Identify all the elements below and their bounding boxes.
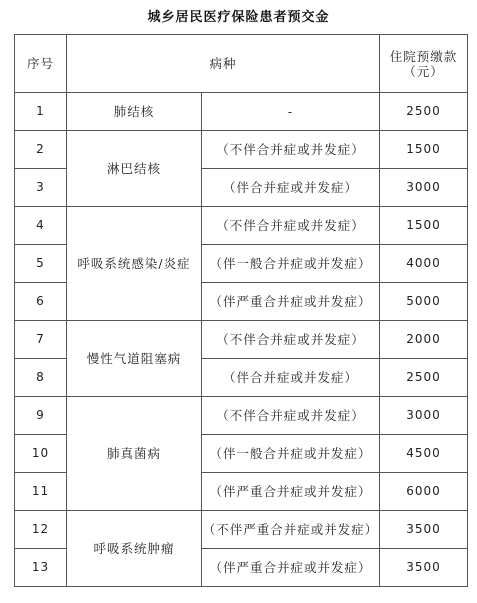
condition-cell: （不伴合并症或并发症） (202, 207, 380, 245)
row-index: 2 (15, 131, 67, 169)
table-header-row (15, 35, 468, 93)
condition-cell: （伴合并症或并发症） (202, 359, 380, 397)
deposit-amount: 3500 (380, 549, 468, 587)
deposit-amount: 3000 (380, 397, 468, 435)
table-row (15, 131, 468, 169)
table-row (15, 397, 468, 435)
deposit-table (14, 34, 468, 587)
row-index: 12 (15, 511, 67, 549)
table-row (15, 321, 468, 359)
deposit-amount: 2500 (380, 93, 468, 131)
deposit-amount: 2000 (380, 321, 468, 359)
row-index: 10 (15, 435, 67, 473)
header-deposit-line1: 住院预缴款 (389, 48, 458, 64)
table-body (15, 93, 468, 587)
header-index: 序号 (15, 35, 67, 93)
condition-cell: （伴严重合并症或并发症） (202, 549, 380, 587)
condition-cell: （不伴合并症或并发症） (202, 321, 380, 359)
row-index: 5 (15, 245, 67, 283)
disease-name: 淋巴结核 (67, 131, 202, 207)
row-index: 1 (15, 93, 67, 131)
deposit-amount: 3000 (380, 169, 468, 207)
deposit-amount: 4000 (380, 245, 468, 283)
disease-name: 肺结核 (67, 93, 202, 131)
deposit-amount: 4500 (380, 435, 468, 473)
table-row (15, 511, 468, 549)
header-disease: 病种 (67, 35, 380, 93)
condition-cell: - (202, 93, 380, 131)
table-row (15, 207, 468, 245)
condition-cell: （伴严重合并症或并发症） (202, 473, 380, 511)
row-index: 4 (15, 207, 67, 245)
row-index: 8 (15, 359, 67, 397)
row-index: 11 (15, 473, 67, 511)
condition-cell: （伴合并症或并发症） (202, 169, 380, 207)
condition-cell: （伴严重合并症或并发症） (202, 283, 380, 321)
row-index: 6 (15, 283, 67, 321)
condition-cell: （不伴合并症或并发症） (202, 131, 380, 169)
deposit-amount: 6000 (380, 473, 468, 511)
deposit-amount: 1500 (380, 207, 468, 245)
row-index: 3 (15, 169, 67, 207)
disease-name: 呼吸系统感染/炎症 (67, 207, 202, 321)
row-index: 9 (15, 397, 67, 435)
condition-cell: （伴一般合并症或并发症） (202, 245, 380, 283)
disease-name: 呼吸系统肿瘤 (67, 511, 202, 587)
deposit-amount: 1500 (380, 131, 468, 169)
disease-name: 肺真菌病 (67, 397, 202, 511)
condition-cell: （不伴严重合并症或并发症） (202, 511, 380, 549)
deposit-amount: 3500 (380, 511, 468, 549)
deposit-amount: 5000 (380, 283, 468, 321)
row-index: 7 (15, 321, 67, 359)
document-title: 城乡居民医疗保险患者预交金 (147, 10, 330, 25)
header-deposit (380, 35, 468, 93)
disease-name: 慢性气道阻塞病 (67, 321, 202, 397)
row-index: 13 (15, 549, 67, 587)
table-row (15, 93, 468, 131)
condition-cell: （不伴合并症或并发症） (202, 397, 380, 435)
header-deposit-line2: （元） (403, 63, 444, 79)
condition-cell: （伴一般合并症或并发症） (202, 435, 380, 473)
deposit-amount: 2500 (380, 359, 468, 397)
